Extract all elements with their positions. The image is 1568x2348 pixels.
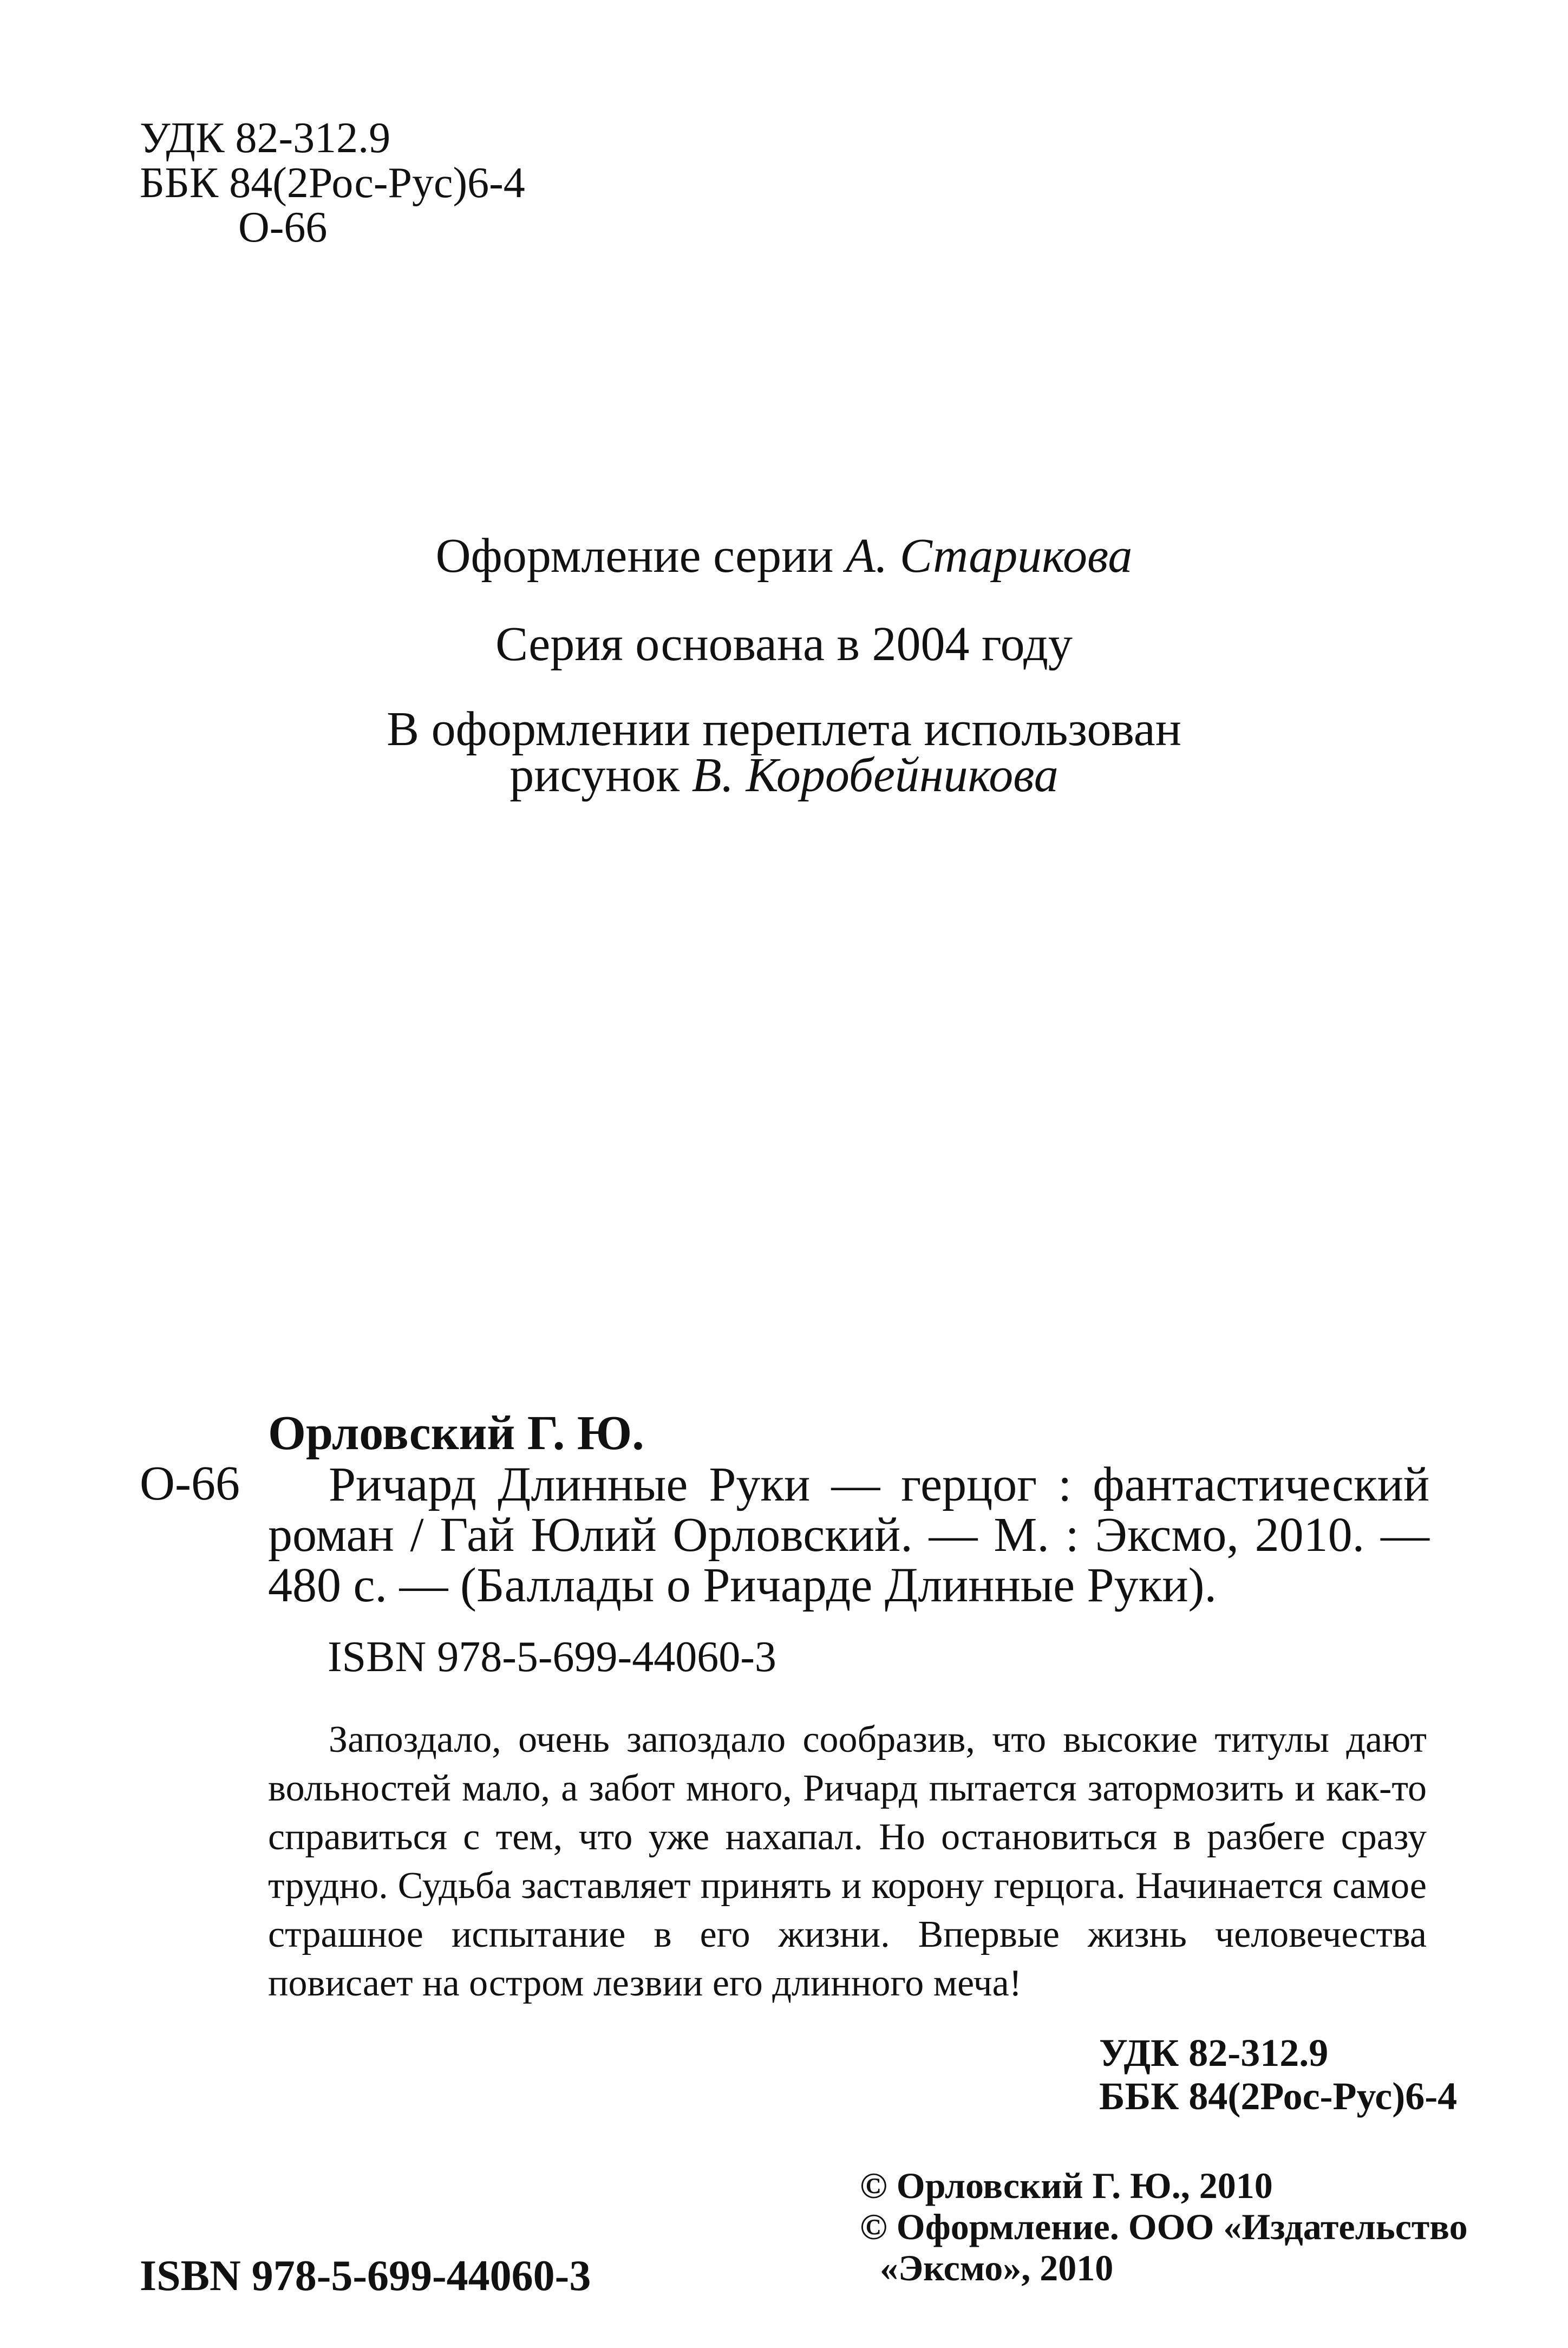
cover-credit-line-2	[0, 748, 1568, 802]
isbn-bottom: ISBN 978-5-699-44060-3	[140, 2252, 591, 2300]
series-design-prefix: Оформление серии	[435, 529, 846, 583]
copyright-design-continued: «Эксмо», 2010	[880, 2247, 1114, 2288]
bibliographic-description: Ричард Длинные Руки — герцог : фантастический роман / Гай Юлий Орловский. — М. : Эксмо, 2010. — 480 с. — (Баллады о Ричарде Длинные Руки).	[268, 1458, 1429, 1612]
udk-code-top: УДК 82-312.9	[140, 114, 391, 162]
bbk-code-top: ББК 84(2Рос-Рус)6-4	[140, 159, 525, 207]
isbn-entry: ISBN 978-5-699-44060-3	[328, 1633, 776, 1681]
annotation-paragraph: Запоздало, очень запоздало сообразив, что высокие титулы дают вольностей мало, а забот много, Ричард пытается затормозить и как-то справиться с тем, что уже нахапал. Но остановиться в разбеге сразу трудно. Судьба заставляет принять и корону герцога. Начинается самое страшное испытание в его жизни. Впервые жизнь человечества повисает на остром лезвии его длинного меча!	[268, 1719, 1427, 2004]
copyright-design: © Оформление. ООО «Издательство	[860, 2206, 1468, 2247]
cover-artist-name: В. Коробейникова	[691, 748, 1059, 802]
cover-credit-line-1: В оформлении переплета использован	[387, 702, 1181, 756]
udk-code-bottom: УДК 82-312.9	[1099, 2031, 1329, 2075]
series-designer-name: А. Старикова	[845, 529, 1133, 583]
series-founded-note: Серия основана в 2004 году	[495, 617, 1073, 671]
author-mark-top: О-66	[238, 204, 328, 251]
copyright-author: © Орловский Г. Ю., 2010	[860, 2165, 1273, 2206]
author-mark-entry: О-66	[140, 1457, 240, 1510]
cover-credit-prefix: рисунок	[509, 748, 692, 802]
bbk-code-bottom: ББК 84(2Рос-Рус)6-4	[1099, 2075, 1458, 2118]
series-design-credit	[0, 529, 1568, 583]
author-heading: Орловский Г. Ю.	[268, 1406, 644, 1460]
